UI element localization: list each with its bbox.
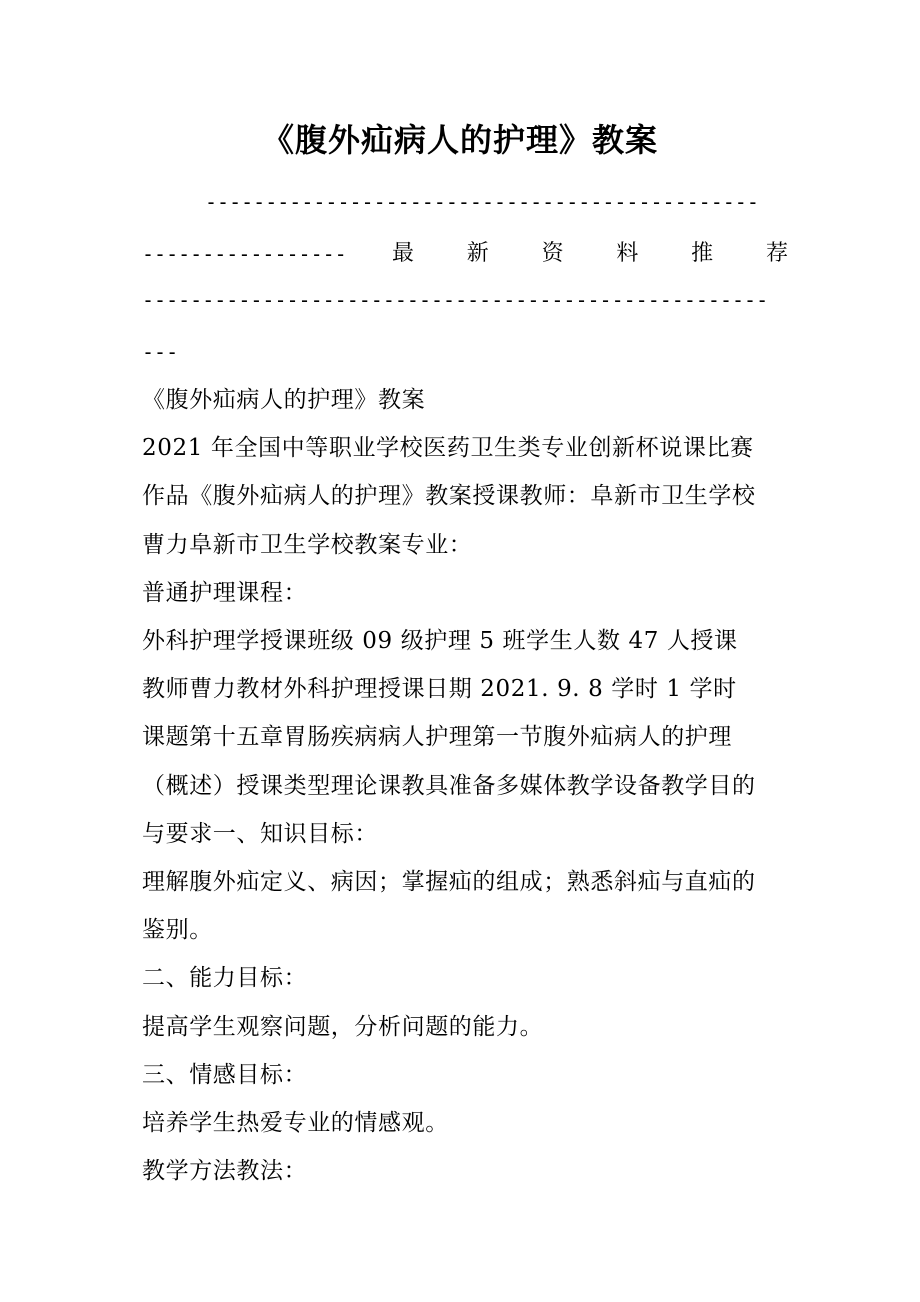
recommend-char: 最 — [391, 241, 414, 266]
body-line: 2021 年全国中等职业学校医药卫生类专业创新杯说课比赛 — [142, 435, 754, 462]
body-line: 《腹外疝病人的护理》教案 — [142, 387, 426, 413]
divider-left: ----------------- — [142, 242, 347, 266]
recommend-char: 资 — [541, 241, 564, 266]
body-line: 培养学生热爱专业的情感观。 — [142, 1110, 449, 1137]
body-line: 作品《腹外疝病人的护理》教案授课教师：阜新市卫生学校 — [142, 483, 756, 510]
recommend-heading — [390, 236, 790, 272]
body-line: 提高学生观察问题，分析问题的能力。 — [142, 1013, 544, 1040]
recommend-char: 料 — [616, 241, 639, 266]
body-line: 普通护理课程： — [142, 579, 308, 606]
document-body — [142, 376, 782, 1195]
body-line: 理解腹外疝定义、病因；掌握疝的组成；熟悉斜疝与直疝的 — [142, 869, 756, 896]
body-line: 与要求一、知识目标： — [142, 820, 378, 847]
document-title: 《腹外疝病人的护理》教案 — [261, 121, 658, 159]
divider-long: ---------------------------------------------------- — [142, 288, 769, 312]
body-line: 教学方法教法： — [142, 1158, 308, 1185]
body-line: 鉴别。 — [142, 917, 213, 944]
body-line: 教师曹力教材外科护理授课日期 2021. 9. 8 学时 1 学时 — [142, 676, 737, 703]
body-line: 外科护理学授课班级 09 级护理 5 班学生人数 47 人授课 — [142, 628, 738, 655]
divider-short: --- — [142, 340, 179, 364]
recommend-char: 荐 — [765, 241, 788, 266]
recommend-char: 推 — [691, 241, 714, 266]
body-line: （概述）授课类型理论课教具准备多媒体教学设备教学目的 — [142, 772, 756, 799]
divider-top: ---------------------------------------------- — [205, 190, 759, 214]
body-line: 曹力阜新市卫生学校教案专业： — [142, 531, 473, 558]
body-line: 课题第十五章胃肠疾病病人护理第一节腹外疝病人的护理 — [142, 724, 732, 751]
body-line: 二、能力目标： — [142, 965, 308, 992]
recommend-char: 新 — [466, 241, 489, 266]
body-line: 三、情感目标： — [142, 1061, 308, 1088]
